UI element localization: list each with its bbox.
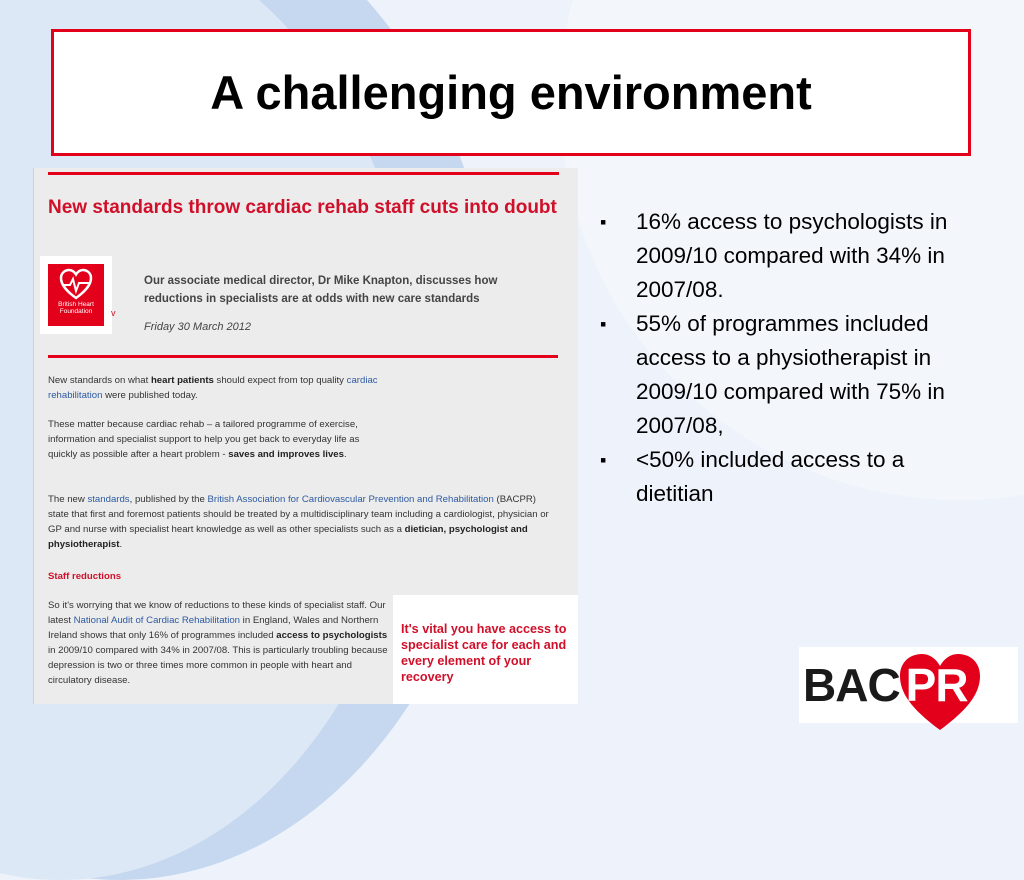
bacpr-link[interactable]: British Association for Cardiovascular Prevention and Rehabilitation	[207, 494, 494, 505]
bullet-item: ▪ 16% access to psychologists in 2009/10 compared with 34% in 2007/08.	[600, 205, 980, 307]
cardiac-rehabilitation-link[interactable]: cardiac rehabilitation	[48, 375, 378, 401]
decorative-mark: v	[111, 308, 116, 318]
slide-title: A challenging environment	[210, 66, 812, 119]
bhf-logo-text: British Heart Foundation	[58, 301, 94, 315]
bullet-item: ▪ 55% of programmes included access to a physiotherapist in 2009/10 compared with 75% in 2007/08,	[600, 307, 980, 443]
article-paragraph-1: New standards on what heart patients should expect from top quality cardiac rehabilitation were published today.	[48, 375, 378, 401]
bacpr-logo	[799, 647, 1018, 723]
heart-icon	[59, 268, 93, 300]
staff-reductions-heading: Staff reductions	[48, 571, 122, 582]
article-date: Friday 30 March 2012	[144, 321, 251, 333]
bacpr-logo-text-b: PR	[905, 659, 968, 711]
article-subhead: Our associate medical director, Dr Mike Knapton, discusses how reductions in specialists are at odds with new care standards	[144, 275, 498, 305]
pull-quote-text: It's vital you have access to specialist care for each and every element of your recovery	[401, 622, 567, 684]
article-paragraph-2: These matter because cardiac rehab – a tailored programme of exercise, information and specialist support to help you get back to everyday life as quickly as possible after a heart problem - saves and improves lives.	[48, 419, 360, 460]
article-paragraph-4: So it's worrying that we know of reductions to these kinds of specialist staff. Our latest National Audit of Cardiac Rehabilitation in England, Wales and Northern Ireland shows that only 16% of programmes included access to psychologists in 2009/10 compared with 34% in 2007/08. This is particularly troubling because depression is two or three times more common in people with heart and circulatory disease.	[48, 600, 388, 686]
top-divider	[48, 172, 559, 175]
national-audit-link[interactable]: National Audit of Cardiac Rehabilitation	[73, 615, 241, 626]
article-paragraph-3: The new standards, published by the British Association for Cardiovascular Prevention and Rehabilitation (BACPR) state that first and foremost patients should be treated by a multidisciplinary team including a cardiologist, physician or GP and nurse with specialist heart knowledge as well as other specialists such as a dietician, psychologist and physiotherapist.	[48, 494, 549, 550]
standards-link[interactable]: standards	[87, 494, 130, 505]
bacpr-logo-text-a: BAC	[803, 659, 900, 711]
title-box	[51, 29, 971, 156]
article-headline: New standards throw cardiac rehab staff cuts into doubt	[48, 197, 557, 218]
bullet-item: ▪ <50% included access to a dietitian	[600, 443, 980, 511]
middle-divider	[48, 355, 558, 358]
article-screenshot	[33, 168, 578, 704]
pull-quote	[393, 595, 578, 704]
bullet-list	[600, 205, 980, 511]
bhf-logo	[40, 256, 112, 334]
